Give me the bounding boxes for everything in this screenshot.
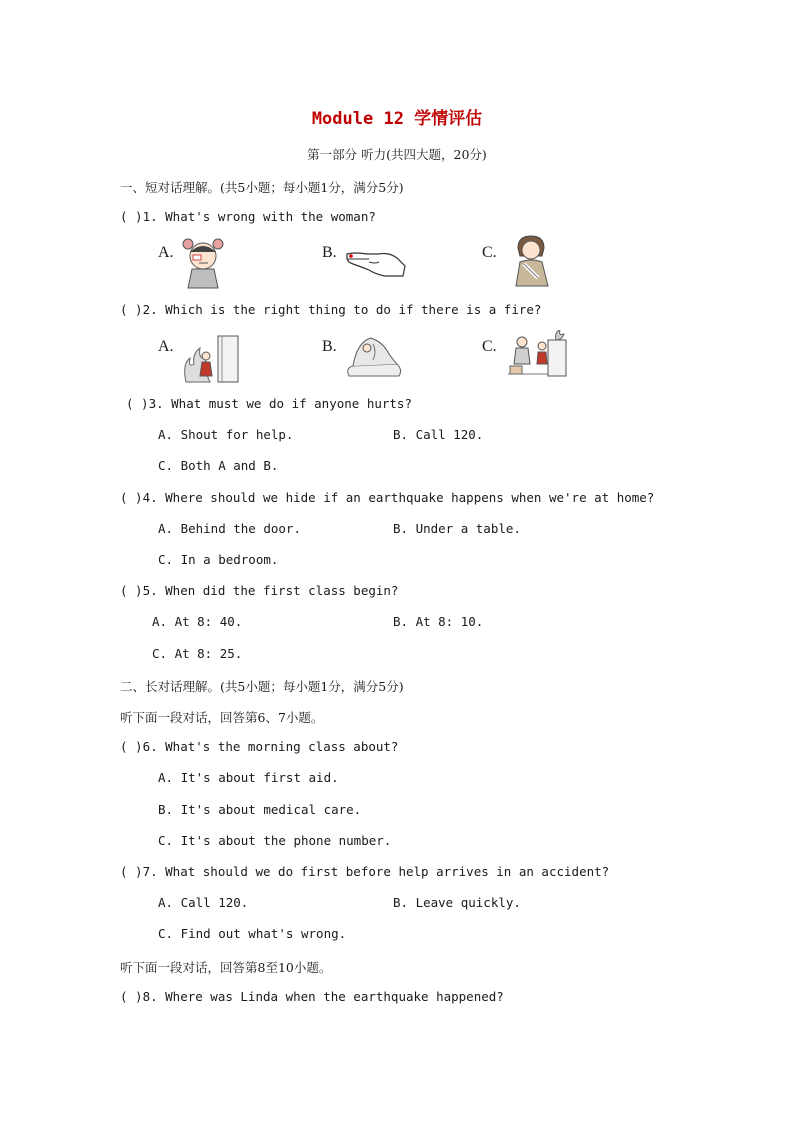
- section2-heading: 二、长对话理解。(共5小题；每小题1分，满分5分): [120, 679, 404, 694]
- section1-heading: 一、短对话理解。(共5小题；每小题1分，满分5分): [120, 180, 404, 195]
- q3-option-b: B. Call 120.: [393, 427, 484, 442]
- q7-option-b: B. Leave quickly.: [393, 895, 521, 910]
- question-8: ( )8. Where was Linda when the earthquake happened?: [120, 989, 504, 1004]
- q3-option-a: A. Shout for help.: [158, 427, 294, 442]
- q2-option-a-label: A.: [158, 338, 174, 355]
- q4-option-c: C. In a bedroom.: [158, 552, 279, 567]
- q6-option-c: C. It's about the phone number.: [158, 833, 392, 848]
- question-3: ( )3. What must we do if anyone hurts?: [126, 396, 412, 411]
- q6-option-a: A. It's about first aid.: [158, 770, 339, 785]
- woman-arm-hurt-picture: [508, 234, 554, 288]
- question-7: ( )7. What should we do first before help arrives in an accident?: [120, 864, 610, 879]
- q1-option-a-label: A.: [158, 244, 174, 261]
- q1-option-b-label: B.: [322, 244, 337, 261]
- hand-cut-finger-picture: [345, 240, 407, 280]
- fire-escape-door-picture: [180, 334, 240, 384]
- q4-option-a: A. Behind the door.: [158, 521, 301, 536]
- q3-option-c: C. Both A and B.: [158, 458, 279, 473]
- q4-option-b: B. Under a table.: [393, 521, 521, 536]
- question-5: ( )5. When did the first class begin?: [120, 583, 399, 598]
- question-6: ( )6. What's the morning class about?: [120, 739, 399, 754]
- q5-option-b: B. At 8: 10.: [393, 614, 484, 629]
- question-1: ( )1. What's wrong with the woman?: [120, 209, 376, 224]
- person-covered-in-fire-picture: [343, 334, 405, 380]
- page-title: Module 12 学情评估: [311, 109, 483, 129]
- q5-option-a: A. At 8: 40.: [152, 614, 243, 629]
- people-using-lift-picture: [506, 330, 570, 378]
- girl-sick-picture: [180, 236, 226, 290]
- q7-option-c: C. Find out what's wrong.: [158, 926, 347, 941]
- q5-option-c: C. At 8: 25.: [152, 646, 243, 661]
- q6-option-b: B. It's about medical care.: [158, 802, 362, 817]
- section2-intro-1: 听下面一段对话，回答第6、7小题。: [120, 710, 324, 725]
- q2-option-c-label: C.: [482, 338, 497, 355]
- question-4: ( )4. Where should we hide if an earthquake happens when we're at home?: [120, 490, 655, 505]
- q1-option-c-label: C.: [482, 244, 497, 261]
- q2-option-b-label: B.: [322, 338, 337, 355]
- section2-intro-2: 听下面一段对话，回答第8至10小题。: [120, 960, 332, 975]
- question-2: ( )2. Which is the right thing to do if there is a fire?: [120, 302, 542, 317]
- q7-option-a: A. Call 120.: [158, 895, 249, 910]
- part-subtitle: 第一部分 听力(共四大题，20分): [307, 147, 487, 162]
